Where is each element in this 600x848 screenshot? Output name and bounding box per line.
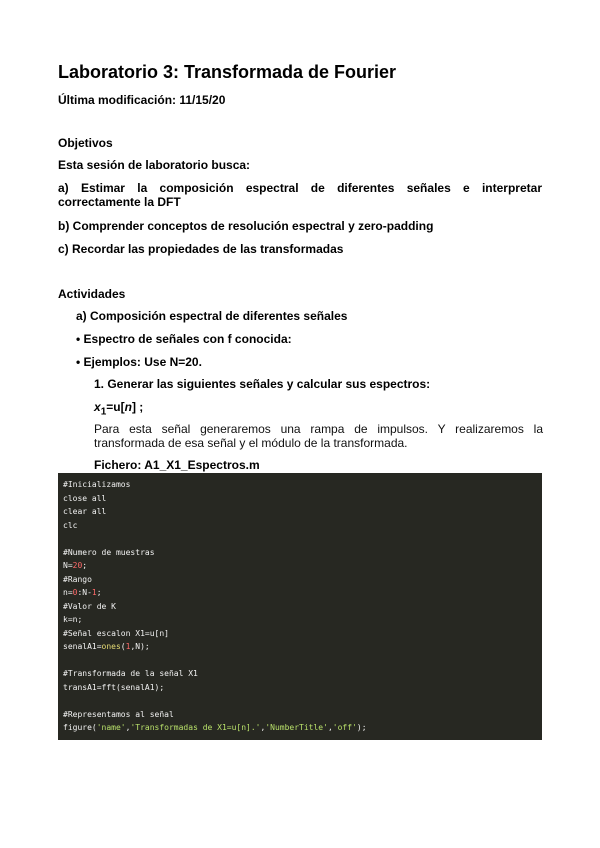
code-token: :N-	[77, 588, 92, 597]
code-line	[63, 586, 537, 600]
code-line	[63, 721, 537, 735]
code-token: ;	[96, 588, 102, 597]
code-token: (	[120, 642, 126, 651]
formula-subscript: 1	[100, 406, 107, 418]
page-title: Laboratorio 3: Transformada de Fourier	[58, 62, 397, 82]
code-number: 1	[91, 588, 97, 597]
objective-b: b) Comprender conceptos de resolución espectral y zero-padding	[58, 219, 434, 233]
code-line: k=n;	[63, 615, 83, 624]
code-line: #Valor de K	[63, 601, 116, 611]
bullet-text: • Espectro de señales con f conocida:	[76, 332, 292, 346]
code-token: ;	[82, 561, 88, 570]
code-string: 'off'	[332, 723, 357, 732]
code-function: ones	[101, 642, 121, 651]
code-block	[58, 473, 542, 740]
code-line: #Representamos al señal	[63, 709, 174, 719]
code-line	[63, 559, 537, 573]
code-line: #Rango	[63, 574, 92, 584]
code-blank-line	[63, 532, 537, 546]
code-number: 20	[72, 561, 83, 570]
code-line: close all	[63, 493, 107, 503]
bullet-item	[76, 332, 292, 346]
signal-formula	[94, 400, 143, 417]
objectives-heading: Objetivos	[58, 136, 113, 150]
code-line	[63, 640, 537, 654]
code-string: 'name'	[96, 723, 126, 732]
code-token: figure(	[63, 723, 97, 732]
file-label: Fichero: A1_X1_Espectros.m	[94, 458, 260, 472]
code-token: senalA1=	[63, 642, 102, 651]
code-line: #Inicializamos	[63, 480, 131, 489]
code-token: ,	[327, 723, 333, 732]
code-token: ,	[260, 723, 266, 732]
code-line: #Señal escalon X1=u[n]	[63, 628, 169, 638]
code-token: N=	[63, 561, 73, 570]
code-line: #Transformada de la señal X1	[63, 669, 198, 678]
step-1: 1. Generar las siguientes señales y calcular sus espectros:	[94, 377, 431, 391]
code-token: ,	[125, 723, 131, 732]
formula-equals: =u[	[106, 400, 125, 414]
description-text: Para esta señal generaremos una rampa de impulsos. Y realizaremos la transformada de esa señal y el módulo de la transformada.	[94, 422, 543, 450]
code-line: clc	[63, 520, 78, 530]
code-blank-line	[63, 654, 537, 668]
objective-c: c) Recordar las propiedades de las transformadas	[58, 242, 344, 256]
code-token: ,N);	[130, 642, 150, 651]
formula-n: n	[124, 400, 132, 414]
bullet-text: • Ejemplos: Use N=20.	[76, 355, 202, 369]
bullet-item	[76, 355, 202, 369]
code-number: 0	[72, 588, 78, 597]
code-string: 'Transformadas de X1=u[n].'	[130, 723, 261, 732]
code-line: #Numero de muestras	[63, 547, 155, 557]
code-token: n=	[63, 588, 73, 597]
activities-heading: Actividades	[58, 287, 126, 301]
code-number: 1	[125, 642, 131, 651]
last-modified: Última modificación: 11/15/20	[58, 93, 226, 107]
code-blank-line	[63, 694, 537, 708]
objectives-intro: Esta sesión de laboratorio busca:	[58, 158, 251, 172]
activity-a: a) Composición espectral de diferentes señales	[76, 309, 348, 323]
code-string: 'NumberTitle'	[265, 723, 328, 732]
code-line: clear all	[63, 507, 107, 516]
formula-variable: x	[94, 400, 101, 414]
objective-a: a) Estimar la composición espectral de diferentes señales e interpretar correctamente la DFT	[58, 181, 542, 209]
code-line: transA1=fft(senalA1);	[63, 682, 165, 692]
code-token: );	[356, 723, 367, 732]
formula-end: ] ;	[131, 400, 144, 414]
